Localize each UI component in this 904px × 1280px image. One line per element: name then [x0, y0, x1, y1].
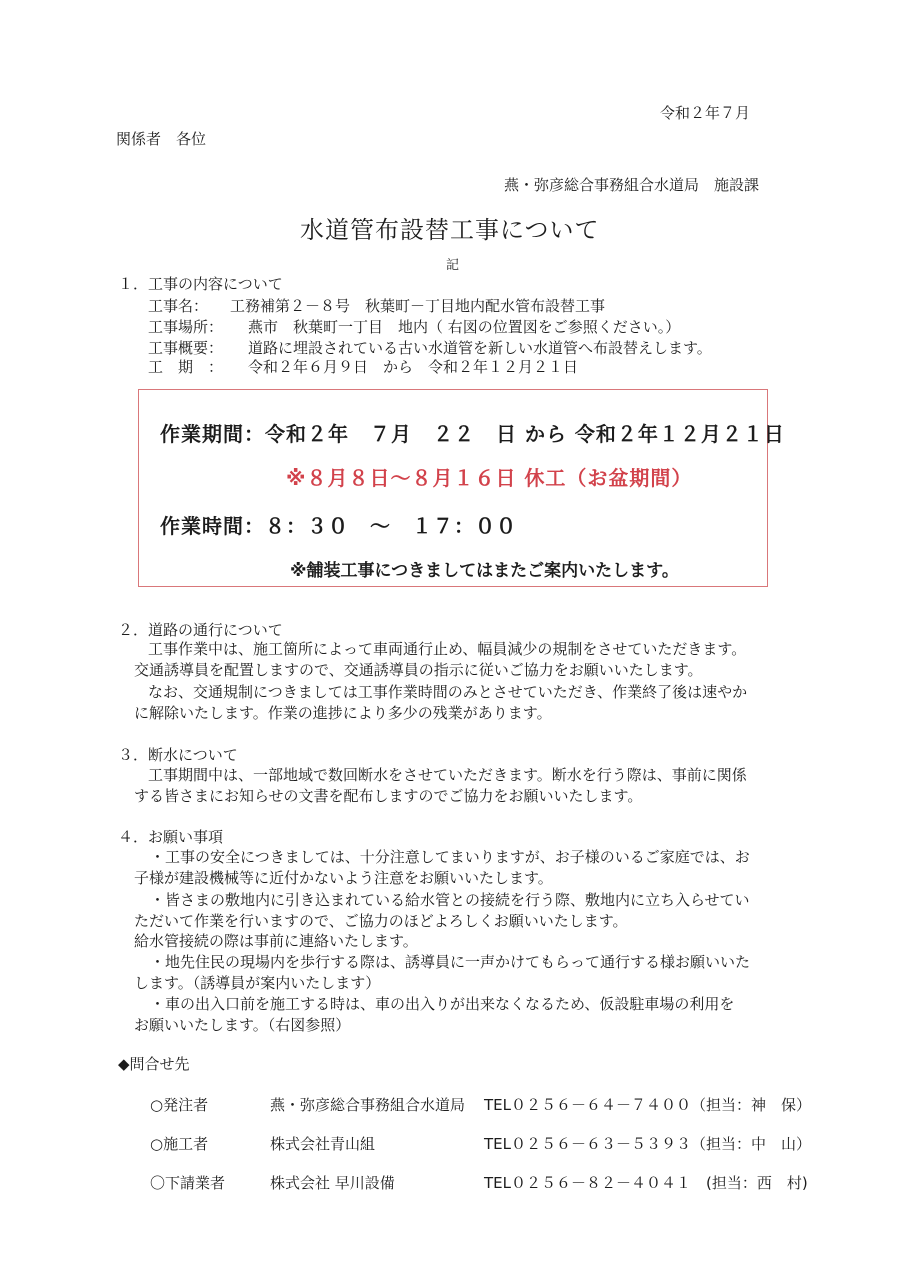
addressee: 関係者 各位 — [116, 130, 207, 148]
contact-tel: TEL０２５６－６３－５３９３（担当：中 山） — [484, 1135, 811, 1153]
section4-line: ・皆さまの敷地内に引き込まれている給水管との接続を行う際、敷地内に立ち入らせてい — [150, 891, 750, 909]
section2-line: に解除いたします。作業の進捗により多少の残業があります。 — [134, 704, 552, 722]
section2-line: なお、交通規制につきましては工事作業時間のみとさせていただき、作業終了後は速やか — [148, 683, 748, 701]
section4-line: 子様が建設機械等に近付かないよう注意をお願いいたします。 — [134, 869, 553, 887]
section4-line: ・地先住民の現場内を歩行する際は、誘導員に一声かけてもらって通行する様お願いいた — [150, 953, 751, 971]
contact-org: 株式会社青山組 — [270, 1135, 376, 1153]
section1-row-label: 工事名： — [148, 297, 209, 315]
contact-role: 〇下請業者 — [150, 1174, 226, 1192]
section4-line: ・工事の安全につきましては、十分注意してまいりますが、お子様のいるご家庭では、お — [150, 848, 750, 866]
section1-row-label: 工事概要： — [148, 339, 224, 357]
section4-line: お願いいたします。（右図参照） — [134, 1016, 351, 1034]
work-hours: 作業時間：８：３０ ～ １７：００ — [160, 514, 517, 538]
document-date: 令和２年７月 — [660, 104, 751, 122]
contact-tel: TEL０２５６－８２－４０４１ (担当：西 村) — [484, 1174, 808, 1192]
section2-line: 交通誘導員を配置しますので、交通誘導員の指示に従いご協力をお願いいたします。 — [134, 661, 703, 679]
section4-line: します。（誘導員が案内いたします） — [134, 974, 381, 992]
contact-org: 株式会社 早川設備 — [270, 1174, 395, 1192]
section4-line: ・車の出入口前を施工する時は、車の出入りが出来なくなるため、仮設駐車場の利用を — [150, 995, 735, 1013]
section1-row-value: 燕市 秋葉町一丁目 地内（ 右図の位置図をご参照ください。） — [248, 318, 681, 336]
section4-line: ただいて作業を行いますので、ご協力のほどよろしくお願いいたします。 — [134, 912, 628, 930]
contact-role: ○発注者 — [150, 1096, 209, 1114]
paving-note: ※舗装工事につきましてはまたご案内いたします。 — [290, 561, 679, 581]
contact-org: 燕・弥彦総合事務組合水道局 — [270, 1096, 466, 1114]
contact-role: ○施工者 — [150, 1135, 209, 1153]
section3-line: する皆さまにお知らせの文書を配布しますのでご協力をお願いいたします。 — [134, 787, 643, 805]
section1-row-value: 工務補第２－８号 秋葉町－丁目地内配水管布設替工事 — [230, 297, 606, 315]
section2-line: 工事作業中は、施工箇所によって車両通行止め、幅員減少の規制をさせていただきます。 — [148, 640, 747, 658]
document-title: 水道管布設替工事について — [300, 216, 600, 244]
contact-tel: TEL０２５６－６４－７４００（担当：神 保） — [484, 1096, 811, 1114]
section1-row-value: 令和２年６月９日 から 令和２年１２月２１日 — [248, 358, 579, 376]
contacts-heading: ◆問合せ先 — [118, 1055, 190, 1073]
work-period: 作業期間：令和２年 ７月 ２２ 日 から 令和２年１２月２１日 — [160, 422, 785, 446]
section4-heading: ４．お願い事項 — [118, 828, 224, 846]
section1-row-value: 道路に埋設されている古い水道管を新しい水道管へ布設替えします。 — [248, 339, 712, 357]
section1-heading: １．工事の内容について — [118, 275, 283, 293]
section1-row-label: 工 期 ： — [148, 358, 224, 376]
section3-heading: ３．断水について — [118, 746, 238, 764]
section1-row-label: 工事場所： — [148, 318, 224, 336]
ki-mark: 記 — [446, 258, 460, 273]
section2-heading: ２．道路の通行について — [118, 621, 283, 639]
section3-line: 工事期間中は、一部地域で数回断水をさせていただきます。断水を行う際は、事前に関係 — [148, 766, 747, 784]
holiday-note: ※８月８日～８月１６日 休工（お盆期間） — [286, 466, 693, 490]
section4-line: 給水管接続の際は事前に連絡いたします。 — [134, 932, 418, 950]
issuer: 燕・弥彦総合事務組合水道局 施設課 — [504, 176, 760, 194]
